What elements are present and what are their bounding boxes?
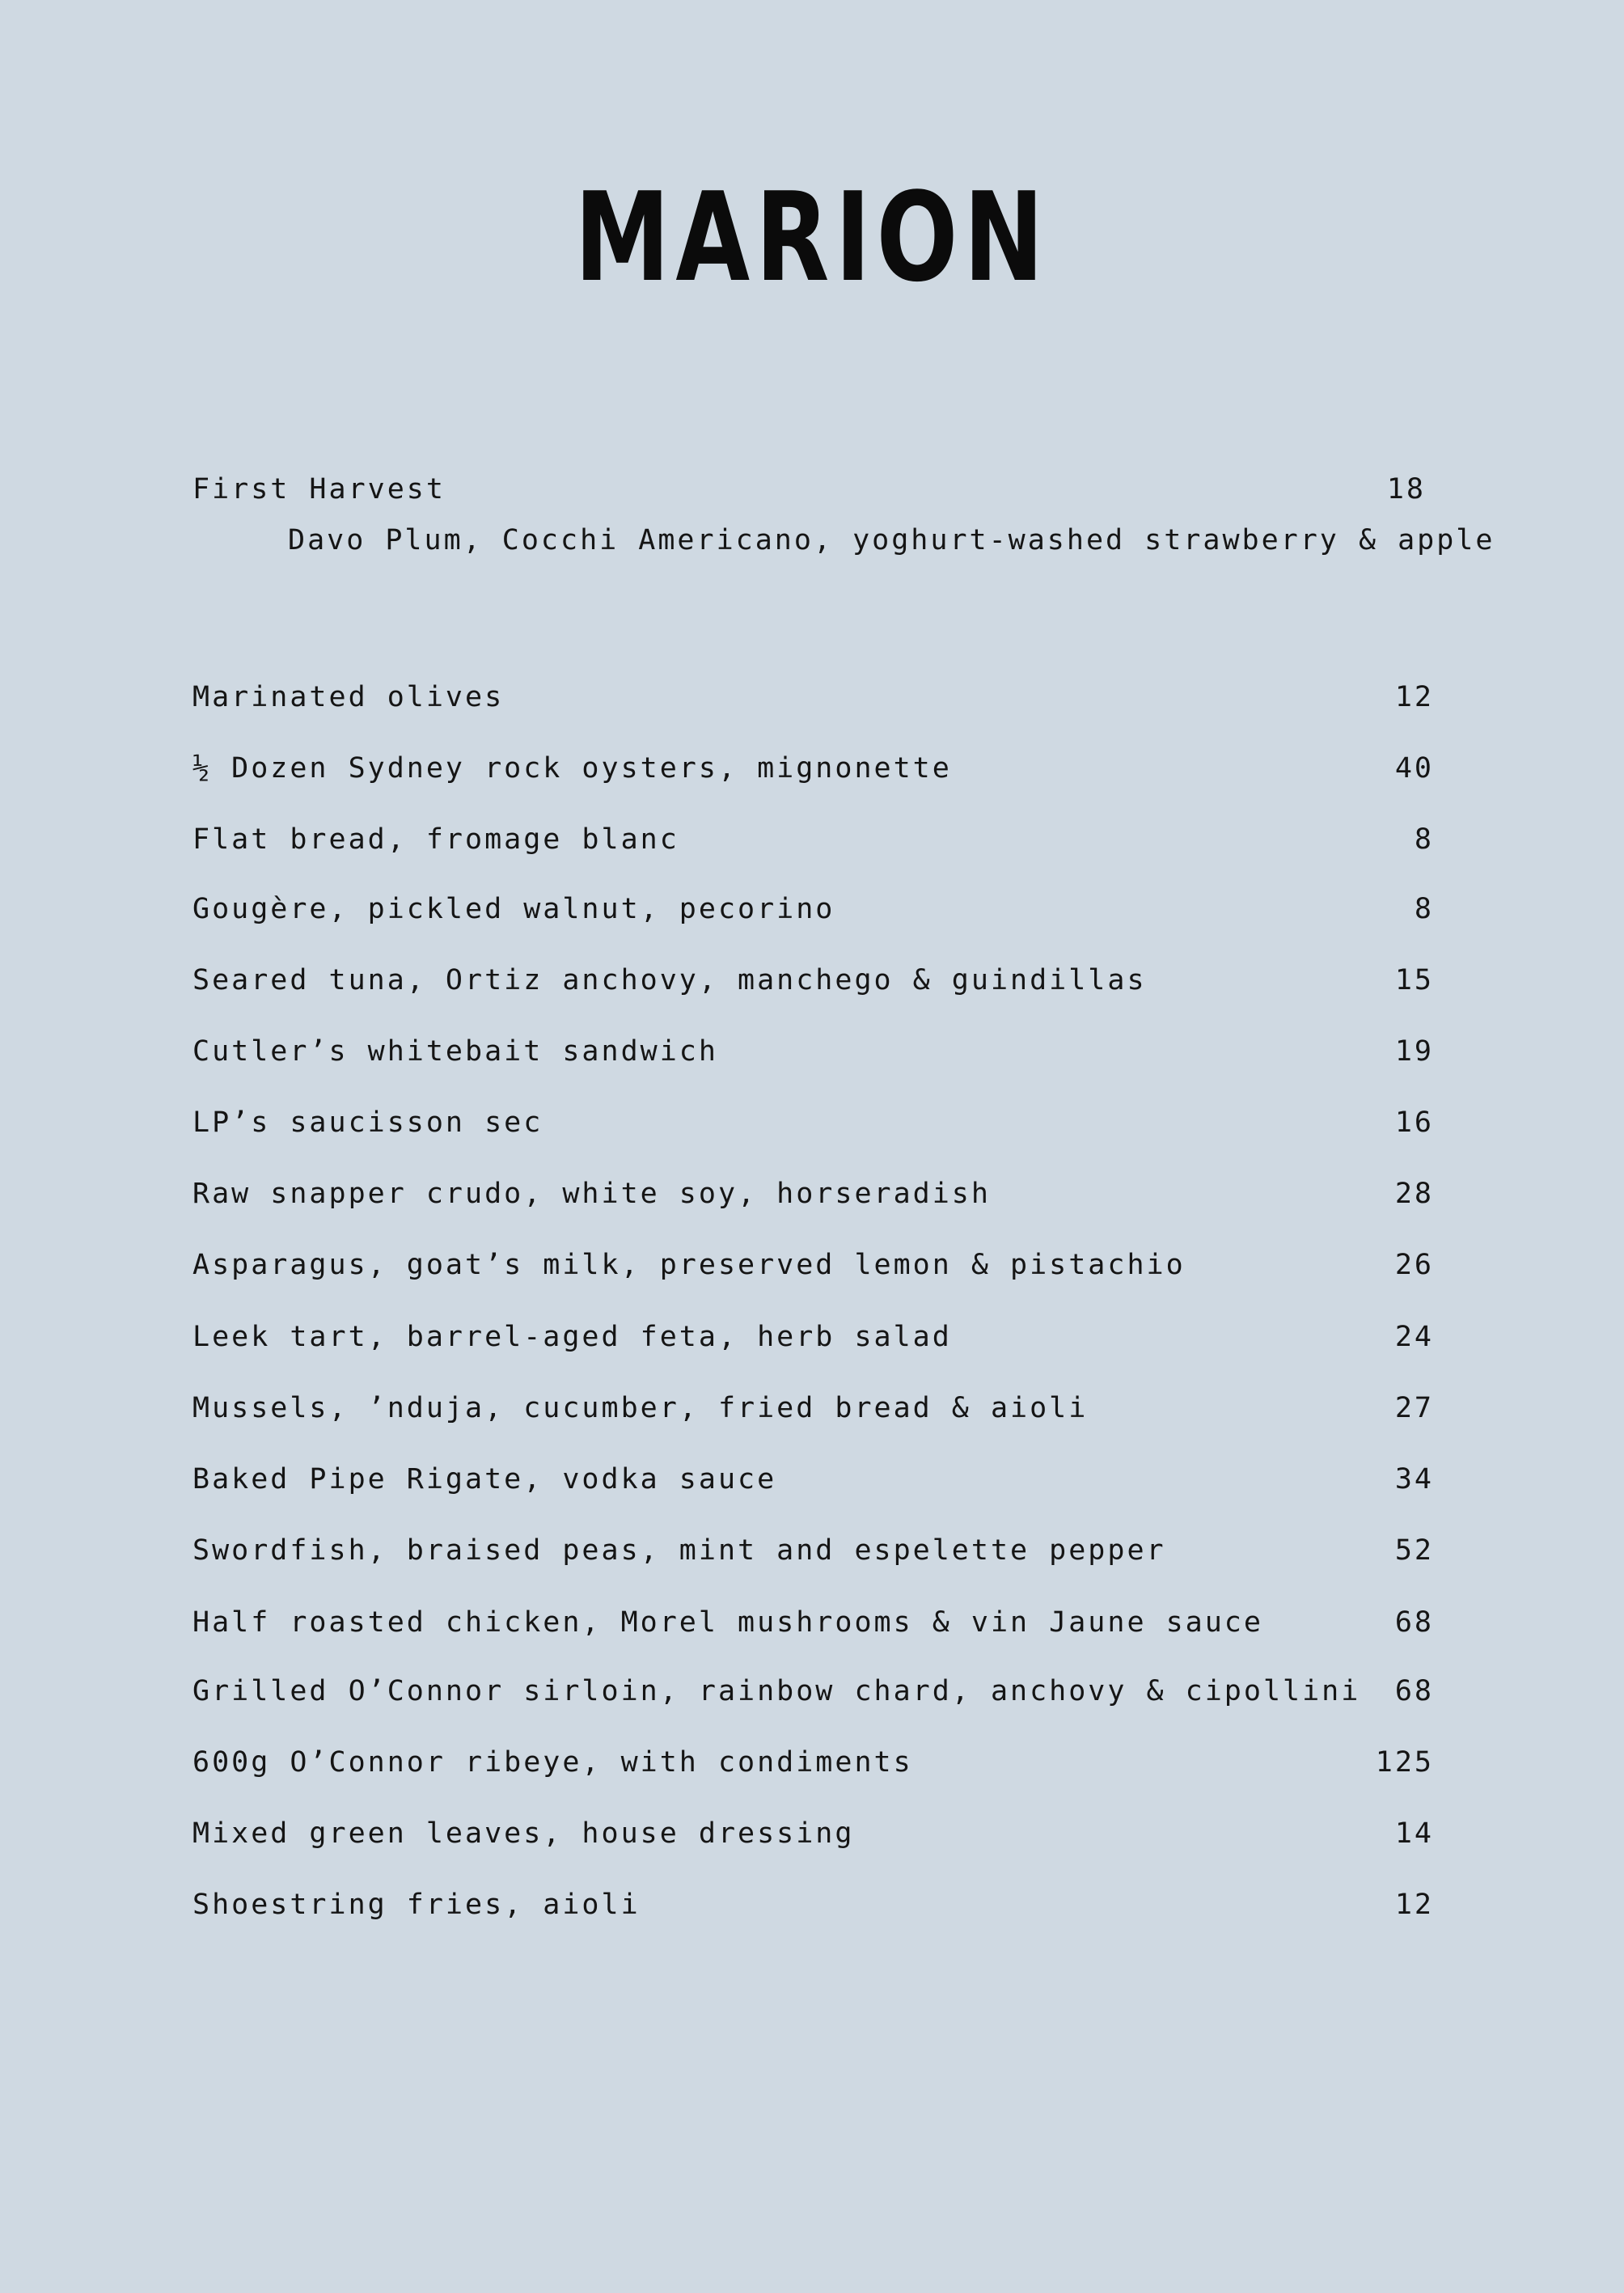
- menu-item: [192, 1813, 1434, 1854]
- menu-item-price: 28: [1394, 1178, 1434, 1210]
- menu-item: [192, 1602, 1434, 1643]
- menu-item: [192, 1388, 1434, 1428]
- menu-item: [192, 1530, 1434, 1571]
- menu-item: [192, 819, 1434, 860]
- menu-item-name: ½ Dozen Sydney rock oysters, mignonette: [192, 752, 952, 785]
- menu-item-name: Grilled O’Connor sirloin, rainbow chard, anchovy & cipollini: [192, 1675, 1361, 1707]
- menu-item-name: LP’s saucisson sec: [192, 1106, 543, 1139]
- menu-item: [192, 1174, 1434, 1214]
- menu-item: [192, 1031, 1434, 1072]
- menu-item-name: Shoestring fries, aioli: [192, 1889, 641, 1921]
- feature-item-price: 18: [1386, 473, 1426, 506]
- menu-item: [192, 889, 1434, 929]
- menu-item: [192, 1459, 1434, 1500]
- menu-item-price: 16: [1394, 1106, 1434, 1139]
- menu-item: [192, 1317, 1434, 1357]
- menu-item: [192, 1885, 1434, 1925]
- menu-item-price: 8: [1414, 893, 1434, 925]
- menu-item-price: 19: [1394, 1035, 1434, 1068]
- menu-item-price: 26: [1394, 1249, 1434, 1281]
- menu-item-price: 12: [1394, 1889, 1434, 1921]
- menu-item-name: Raw snapper crudo, white soy, horseradish: [192, 1178, 991, 1210]
- menu-item-name: Asparagus, goat’s milk, preserved lemon & pistachio: [192, 1249, 1186, 1281]
- menu-item-price: 68: [1394, 1675, 1434, 1707]
- menu-item-name: Mixed green leaves, house dressing: [192, 1817, 855, 1850]
- menu-item: [192, 960, 1434, 1001]
- menu-item-price: 12: [1394, 681, 1434, 713]
- menu-item-price: 68: [1394, 1606, 1434, 1639]
- menu-item-price: 125: [1375, 1746, 1434, 1779]
- menu-item-price: 40: [1394, 752, 1434, 785]
- menu-item-name: Leek tart, barrel-aged feta, herb salad: [192, 1321, 952, 1353]
- menu-item-name: Marinated olives: [192, 681, 505, 713]
- feature-item-name: First Harvest: [192, 473, 446, 506]
- menu-item-price: 24: [1394, 1321, 1434, 1353]
- menu-item-name: Gougère, pickled walnut, pecorino: [192, 893, 835, 925]
- menu-item-name: 600g O’Connor ribeye, with condiments: [192, 1746, 913, 1779]
- menu-item: [192, 748, 1434, 789]
- feature-item-description: Davo Plum, Cocchi Americano, yoghurt-washed strawberry & apple: [288, 524, 1495, 556]
- menu-item-name: Cutler’s whitebait sandwich: [192, 1035, 718, 1068]
- menu-item-price: 15: [1394, 964, 1434, 996]
- menu-item-name: Mussels, ’nduja, cucumber, fried bread & aioli: [192, 1392, 1089, 1424]
- menu-item-price: 34: [1394, 1463, 1434, 1496]
- menu-item: [192, 1245, 1434, 1285]
- menu-item-price: 52: [1394, 1534, 1434, 1567]
- menu-item: [192, 677, 1434, 717]
- menu-item-price: 14: [1394, 1817, 1434, 1850]
- menu-item-name: Flat bread, fromage blanc: [192, 823, 679, 856]
- menu-item-name: Baked Pipe Rigate, vodka sauce: [192, 1463, 777, 1496]
- menu-item-price: 8: [1414, 823, 1434, 856]
- feature-item: [192, 469, 1426, 510]
- menu-item-name: Half roasted chicken, Morel mushrooms & vin Jaune sauce: [192, 1606, 1263, 1639]
- menu-item-name: Swordfish, braised peas, mint and espelette pepper: [192, 1534, 1166, 1567]
- menu-item-name: Seared tuna, Ortiz anchovy, manchego & guindillas: [192, 964, 1147, 996]
- restaurant-name: MARION: [574, 166, 1050, 309]
- menu-item: [192, 1742, 1434, 1783]
- menu-item: [192, 1671, 1434, 1711]
- menu-item: [192, 1102, 1434, 1143]
- menu-item-price: 27: [1394, 1392, 1434, 1424]
